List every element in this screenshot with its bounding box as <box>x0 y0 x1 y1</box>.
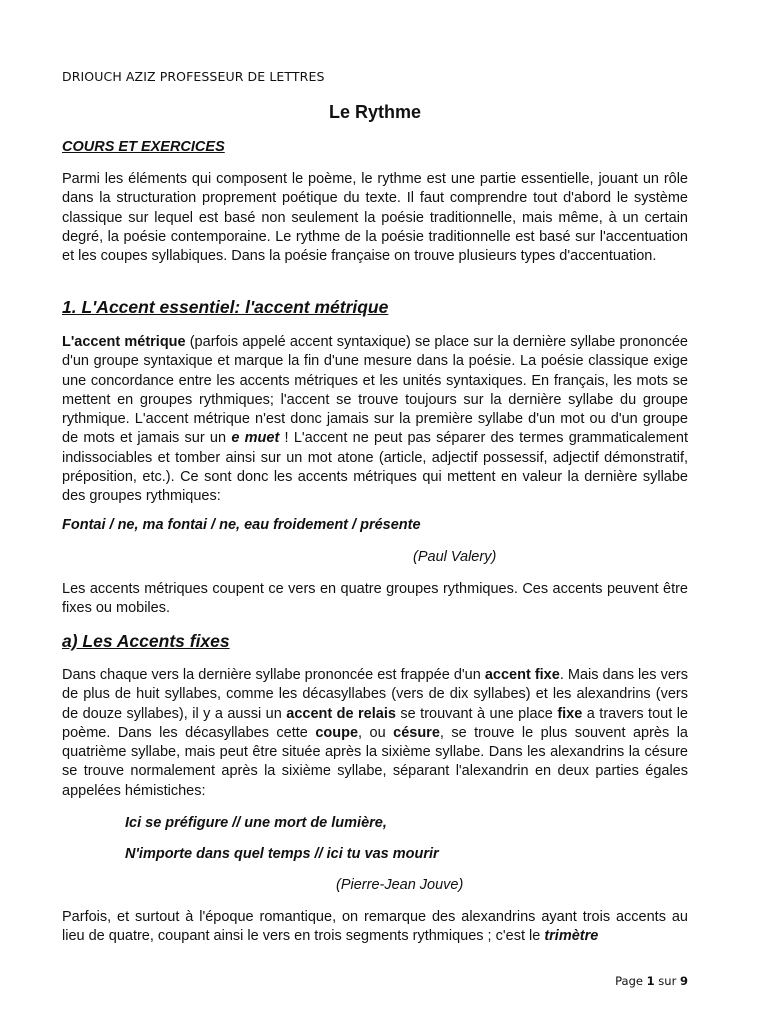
page-current: 1 <box>646 974 655 988</box>
page-title: Le Rythme <box>328 102 422 122</box>
section-a-paragraph <box>62 666 688 801</box>
paragraph-text: Parfois, et surtout à l'époque romantique, on remarque des alexandrins ayant trois accents au lieu de quatre, coupant ainsi le vers en trois segments rythmiques ; c'est le <box>62 909 688 945</box>
paragraph-text: a travers tout le poème. Dans les décasyllabes cette <box>62 705 688 741</box>
term-fixe: fixe <box>557 705 583 722</box>
document-page <box>62 0 688 1024</box>
term-cesure: césure <box>393 724 440 741</box>
section-1-paragraph <box>62 333 688 507</box>
page-total: 9 <box>679 974 688 988</box>
paragraph-text: . Mais dans les vers de plus de huit syllabes, comme les décasyllabes (vers de dix syllabes) et les alexandrins (vers de douze syllabes), il y a aussi un <box>62 667 688 722</box>
paragraph-text: , se trouve le plus souvent après la quatrième syllabe, mais peut être située après la sixième syllabe. Dans les alexandrins la césure se trouve normalement après la sixième syllabe, séparant l'alexandrin en deux parties égales appelées hémistiches: <box>62 724 689 799</box>
page-of-label: sur <box>654 974 680 988</box>
term-trimetre: trimètre <box>544 928 599 945</box>
page-number <box>615 974 688 988</box>
term-e-muet: e muet <box>231 430 280 447</box>
verse-jouve-1: Ici se préfigure // une mort de lumière, <box>125 815 387 831</box>
intro-paragraph: Parmi les éléments qui composent le poème, le rythme est une partie essentielle, jouant un rôle dans la structuration proprement poétique du texte. Il faut comprendre tout d'abord le système classique sur lequel est basé non seulement la poésie traditionnelle, mais même, à un certain degré, la poésie contemporaine. Le rythme de la poésie traditionnelle est basé sur l'accentuation et les coupes syllabiques. Dans la poésie française on trouve plusieurs types d'accentuation. <box>62 171 688 265</box>
section-1-heading: 1. L'Accent essentiel: l'accent métrique <box>62 297 389 317</box>
paragraph-text: (parfois appelé accent syntaxique) se place sur la dernière syllabe prononcée d'un groupe syntaxique et marque la fin d'une mesure dans la poésie. La poésie classique exige une concordance entre les accents métriques et les unités syntaxiques. En français, les mots se mettent en groupes rythmiques; l'accent se trouve toujours sur la dernière syllabe du groupe rythmique. L'accent métrique n'est donc jamais sur la première syllabe d'un mot ou d'un groupe de mots et jamais sur un <box>62 334 688 447</box>
term-coupe: coupe <box>315 724 359 741</box>
paragraph-text: se trouvant à une place <box>395 705 558 722</box>
verse-valery: Fontai / ne, ma fontai / ne, eau froidement / présente <box>62 517 421 533</box>
section-1-paragraph-2: Les accents métriques coupent ce vers en quatre groupes rythmiques. Ces accents peuvent être fixes ou mobiles. <box>62 581 688 617</box>
attribution-jouve: (Pierre-Jean Jouve) <box>336 877 464 893</box>
verse-jouve-2: N'importe dans quel temps // ici tu vas mourir <box>125 846 439 862</box>
term-accent-fixe: accent fixe <box>484 667 560 683</box>
paragraph-text: Dans chaque vers la dernière syllabe prononcée est frappée d'un <box>62 667 485 683</box>
section-a-heading: a) Les Accents fixes <box>62 631 230 651</box>
term-accent-metrique: L'accent métrique <box>62 334 186 350</box>
paragraph-text: , ou <box>358 724 394 741</box>
attribution-valery: (Paul Valery) <box>413 549 497 565</box>
subtitle: COURS ET EXERCICES <box>62 139 225 155</box>
term-accent-de-relais: accent de relais <box>286 705 396 722</box>
section-a-paragraph-2 <box>62 908 688 947</box>
author-line: DRIOUCH AZIZ PROFESSEUR DE LETTRES <box>62 69 325 84</box>
page-label: Page <box>615 974 647 988</box>
paragraph-text: ! L'accent ne peut pas séparer des termes grammaticalement indissociables et tomber ainsi sur un mot atone (article, adjectif possessif, adjectif démonstratif, préposition, etc.). Ce sont donc les accents métriques qui mettent en valeur la dernière syllabe des groupes rythmiques: <box>62 430 688 505</box>
